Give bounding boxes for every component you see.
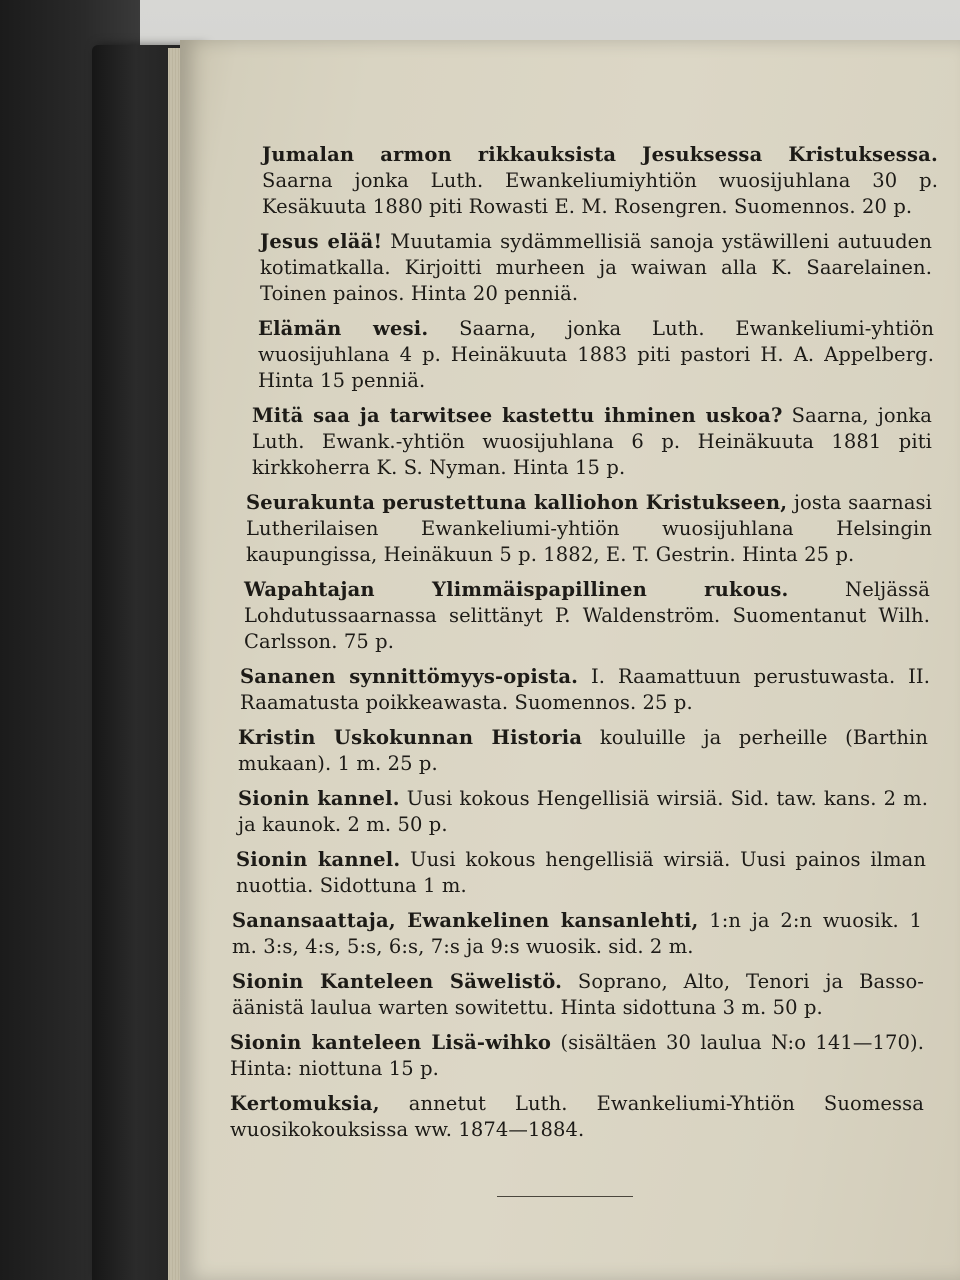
catalog-entry — [246, 490, 932, 568]
catalog-entry — [252, 403, 932, 481]
catalog-entry — [258, 316, 934, 394]
entry-title: Mitä saa ja tarwitsee kastettu ihminen uskoa? — [252, 404, 783, 427]
catalog-entry — [230, 1091, 924, 1143]
entry-text: 1:n ja 2:n wuosik. 1 m. 3:s, 4:s, 5:s, 6:s, 7:s ja 9:s wuosik. sid. 2 m. — [232, 909, 922, 958]
entry-title: Sionin kannel. — [238, 787, 400, 810]
entry-text: Uusi kokous Hengellisiä wirsiä. Sid. taw. kans. 2 m. ja kaunok. 2 m. 50 p. — [238, 787, 929, 836]
entry-title: Kertomuksia, — [230, 1092, 380, 1115]
entry-title: Sionin Kanteleen Säwelistö. — [232, 970, 563, 993]
entry-text: Neljässä Lohdutussaarnassa selittänyt P. Waldenström. Suomentanut Wilh. Carlsson. 75 p. — [244, 578, 930, 653]
entry-text: Uusi kokous hengellisiä wirsiä. Uusi painos ilman nuottia. Sidottuna 1 m. — [236, 848, 926, 897]
entry-text: Soprano, Alto, Tenori ja Basso-äänistä laulua warten sowitettu. Hinta sidottuna 3 m. 50 p. — [232, 970, 924, 1019]
entry-title: Jesus elää! — [260, 230, 383, 253]
entry-text: annetut Luth. Ewankeliumi-Yhtiön Suomessa wuosikokouksissa ww. 1874—1884. — [230, 1092, 924, 1141]
entry-title: Kristin Uskokunnan Historia — [238, 726, 583, 749]
entry-title: Sananen synnittömyys-opista. — [240, 665, 579, 688]
entry-title: Wapahtajan Ylimmäispapillinen rukous. — [244, 578, 789, 601]
entry-text: (sisältäen 30 laulua N:o 141—170). Hinta: niottuna 15 p. — [230, 1031, 924, 1080]
catalog-entry — [240, 664, 930, 716]
entry-text: kouluille ja perheille (Barthin mukaan). 1 m. 25 p. — [238, 726, 928, 775]
catalog-list — [230, 142, 938, 1152]
entry-title: Elämän wesi. — [258, 317, 429, 340]
catalog-entry — [262, 142, 938, 220]
entry-text: Muutamia sydämmellisiä sanoja ystäwilleni autuuden kotimatkalla. Kirjoitti murheen ja waiwan alla K. Saarelainen. Toinen painos. Hinta 20 penniä. — [260, 230, 932, 305]
catalog-entry — [232, 969, 924, 1021]
entry-text: I. Raamattuun perustuwasta. II. Raamatusta poikkeawasta. Suomennos. 25 p. — [240, 665, 930, 714]
entry-title: Seurakunta perustettuna kalliohon Kristukseen, — [246, 491, 788, 514]
catalog-entry — [260, 229, 932, 307]
entry-text: Saarna jonka Luth. Ewankeliumiyhtiön wuosijuhlana 30 p. Kesäkuuta 1880 piti Rowasti E. M. Rosengren. Suomennos. 20 p. — [262, 169, 938, 218]
catalog-entry — [230, 1030, 924, 1082]
catalog-entry — [238, 725, 928, 777]
catalog-entry — [232, 908, 922, 960]
entry-title: Sanansaattaja, Ewankelinen kansanlehti, — [232, 909, 699, 932]
entry-text: Saarna, jonka Luth. Ewank.-yhtiön wuosijuhlana 6 p. Heinäkuuta 1881 piti kirkkoherra K. S. Nyman. Hinta 15 p. — [252, 404, 932, 479]
page-divider-rule — [497, 1196, 633, 1197]
catalog-entry — [236, 847, 926, 899]
entry-text: josta saarnasi Lutherilaisen Ewankeliumi-yhtiön wuosijuhlana Helsingin kaupungissa, Heinäkuun 5 p. 1882, E. T. Gestrin. Hinta 25 p. — [246, 491, 932, 566]
catalog-entry — [238, 786, 928, 838]
entry-text: Saarna, jonka Luth. Ewankeliumi-yhtiön wuosijuhlana 4 p. Heinäkuuta 1883 piti pastori H. A. Appelberg. Hinta 15 penniä. — [258, 317, 934, 392]
entry-title: Sionin kannel. — [236, 848, 401, 871]
entry-title: Jumalan armon rikkauksista Jesuksessa Kristuksessa. — [262, 143, 938, 166]
catalog-entry — [244, 577, 930, 655]
entry-title: Sionin kanteleen Lisä-wihko — [230, 1031, 552, 1054]
